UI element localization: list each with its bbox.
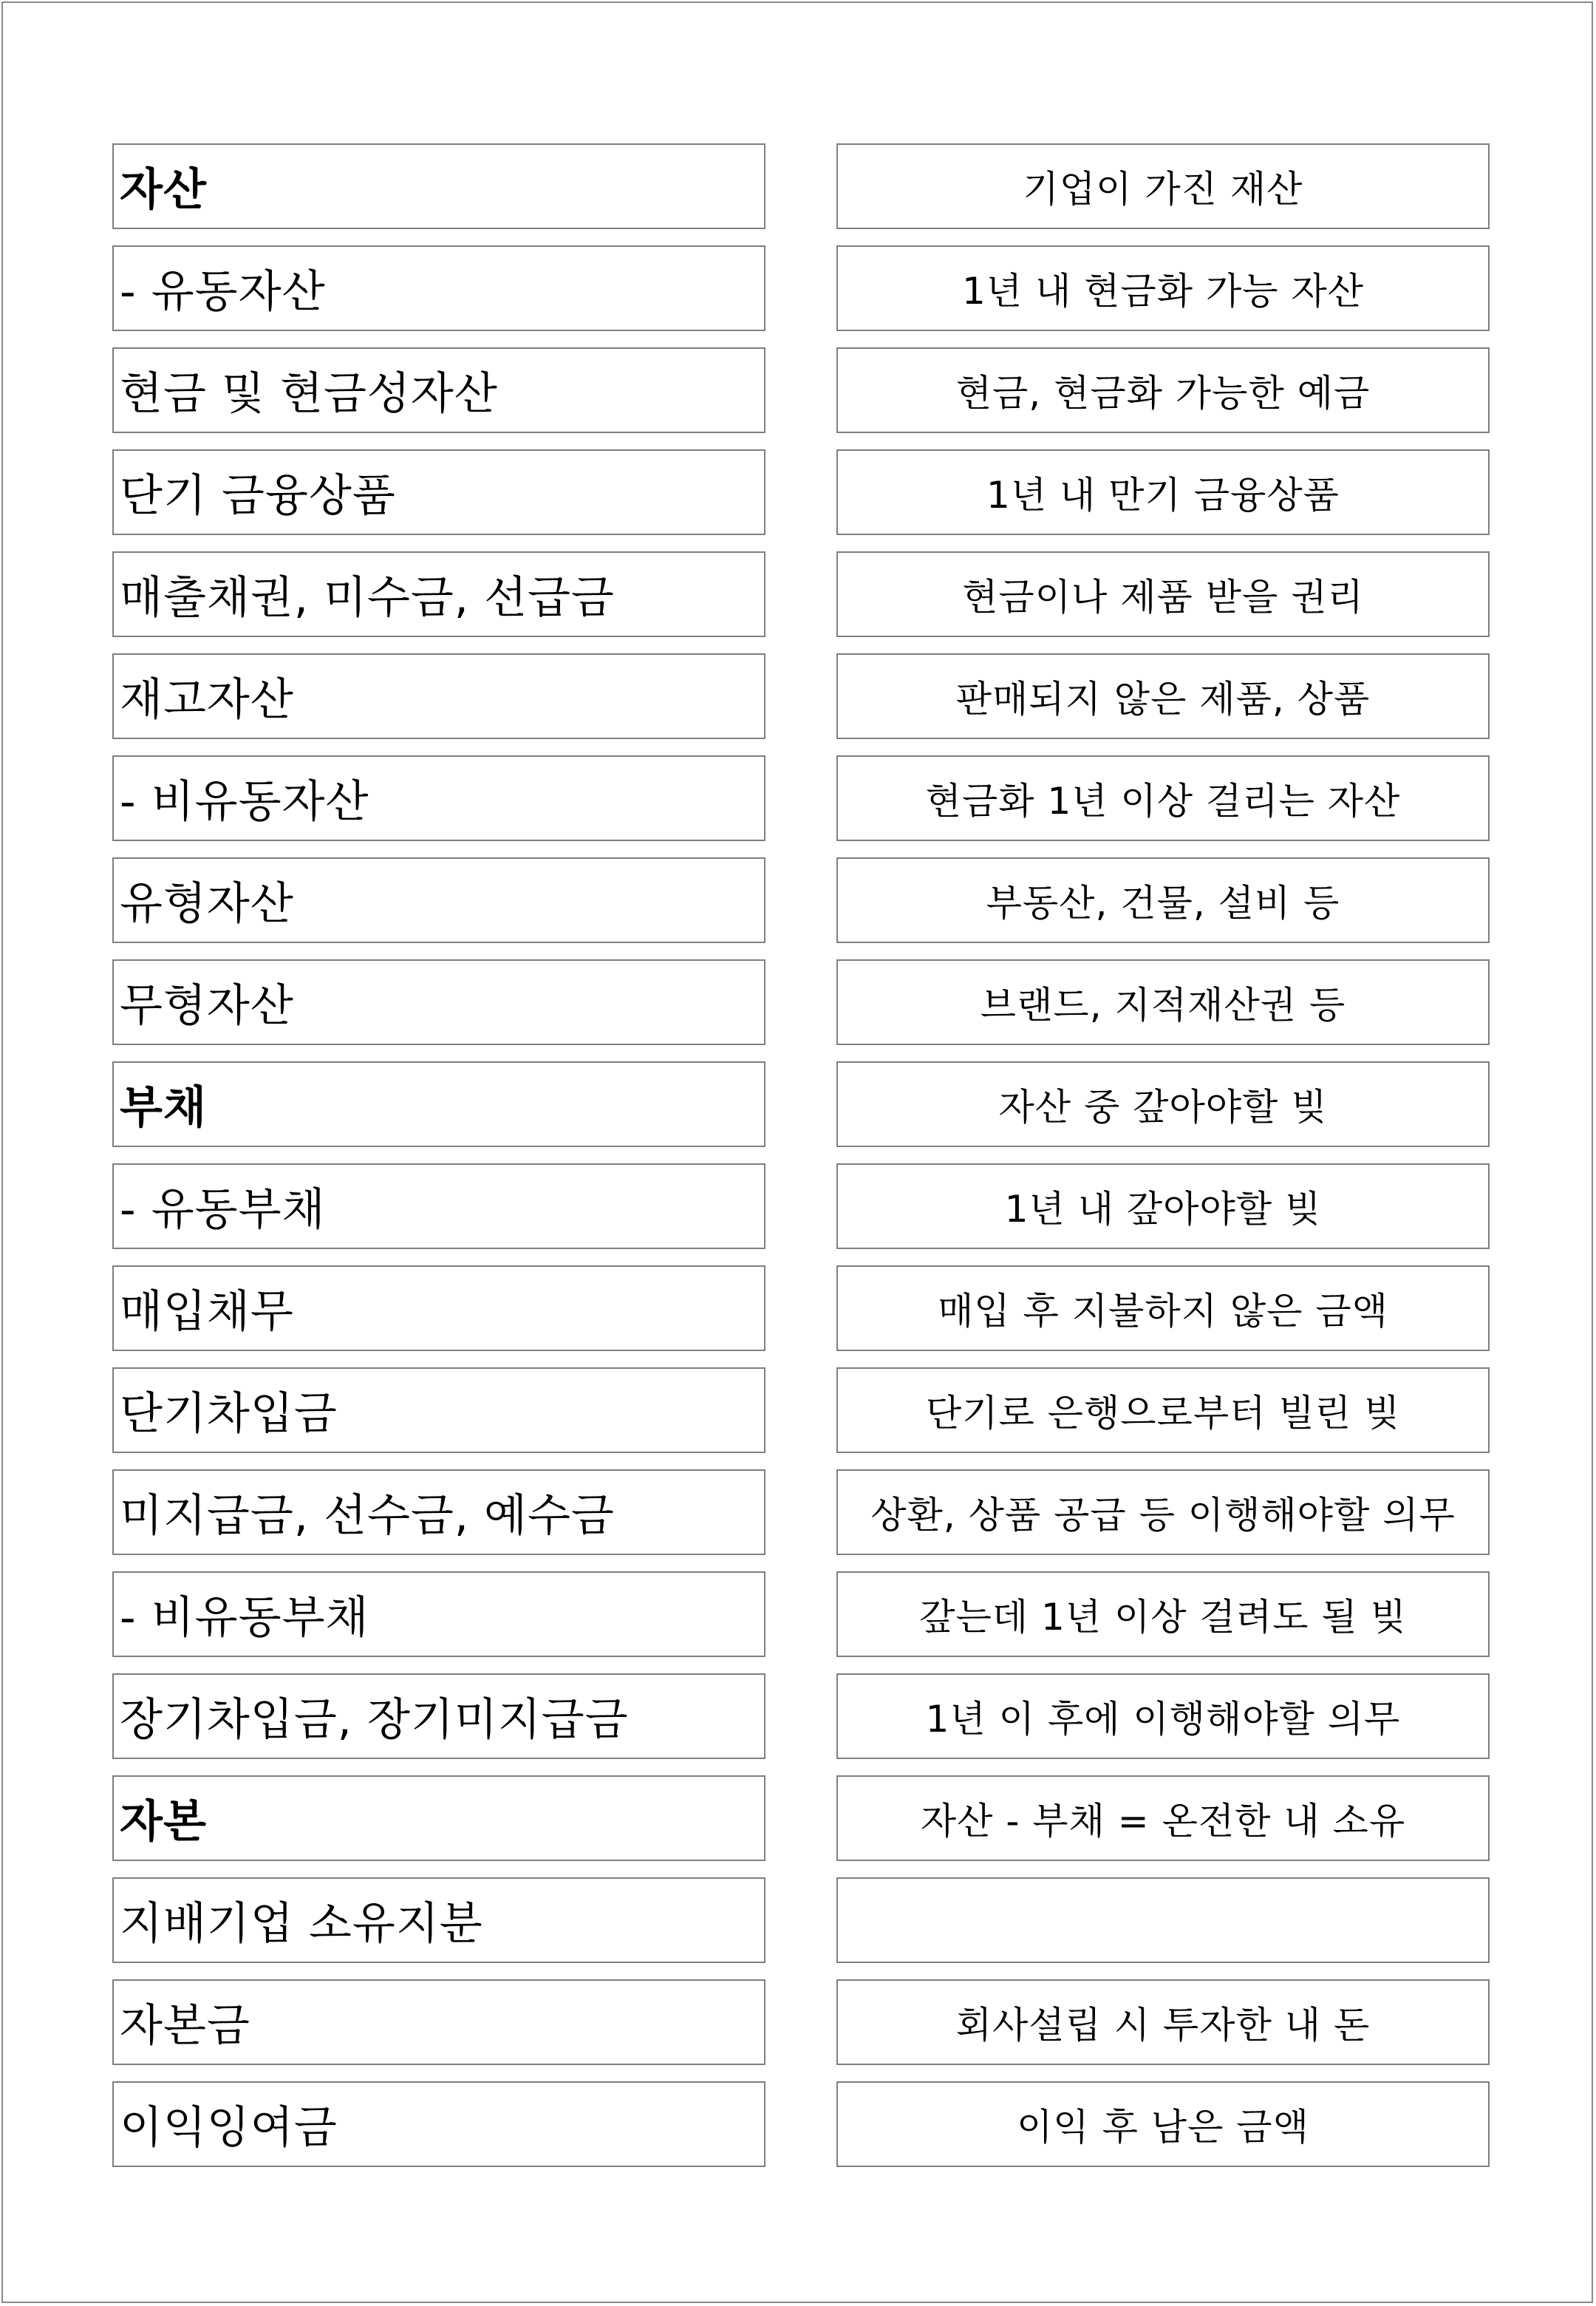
term-row: [112, 1673, 1490, 1759]
description-cell: 매입 후 지불하지 않은 금액: [836, 1265, 1490, 1351]
term-row: [112, 1469, 1490, 1555]
description-cell: 상환, 상품 공급 등 이행해야할 의무: [836, 1469, 1490, 1555]
term-row: [112, 347, 1490, 433]
term-cell: 단기 금융상품: [112, 449, 765, 535]
term-cell: 매출채권, 미수금, 선급금: [112, 551, 765, 637]
term-cell: 미지급금, 선수금, 예수금: [112, 1469, 765, 1555]
term-row: [112, 1061, 1490, 1147]
term-cell: 현금 및 현금성자산: [112, 347, 765, 433]
description-cell: 1년 내 만기 금융상품: [836, 449, 1490, 535]
document-page: [1, 1, 1593, 2303]
description-cell: 자산 중 갚아야할 빚: [836, 1061, 1490, 1147]
description-cell: 1년 이 후에 이행해야할 의무: [836, 1673, 1490, 1759]
description-cell: 1년 내 현금화 가능 자산: [836, 245, 1490, 331]
term-cell: 단기차입금: [112, 1367, 765, 1453]
term-cell: 장기차입금, 장기미지급금: [112, 1673, 765, 1759]
term-row: [112, 1265, 1490, 1351]
term-cell: 부채: [112, 1061, 765, 1147]
term-row: [112, 1163, 1490, 1249]
term-cell: - 유동부채: [112, 1163, 765, 1249]
description-cell: 판매되지 않은 제품, 상품: [836, 653, 1490, 739]
term-row: [112, 1571, 1490, 1657]
description-cell: 브랜드, 지적재산권 등: [836, 959, 1490, 1045]
term-row: [112, 551, 1490, 637]
description-cell: 현금화 1년 이상 걸리는 자산: [836, 755, 1490, 841]
term-row: [112, 857, 1490, 943]
term-cell: - 유동자산: [112, 245, 765, 331]
term-row: [112, 755, 1490, 841]
term-row: [112, 1775, 1490, 1861]
description-cell: 현금이나 제품 받을 권리: [836, 551, 1490, 637]
term-cell: - 비유동부채: [112, 1571, 765, 1657]
term-row: [112, 653, 1490, 739]
term-row: [112, 1877, 1490, 1963]
term-cell: 자본금: [112, 1979, 765, 2065]
term-cell: 자본: [112, 1775, 765, 1861]
description-cell: 부동산, 건물, 설비 등: [836, 857, 1490, 943]
term-table: [112, 143, 1490, 2183]
description-cell: 1년 내 갚아야할 빚: [836, 1163, 1490, 1249]
term-cell: 재고자산: [112, 653, 765, 739]
description-cell: 자산 - 부채 = 온전한 내 소유: [836, 1775, 1490, 1861]
term-cell: 유형자산: [112, 857, 765, 943]
description-cell: 현금, 현금화 가능한 예금: [836, 347, 1490, 433]
term-row: [112, 2081, 1490, 2167]
term-row: [112, 1979, 1490, 2065]
term-cell: 지배기업 소유지분: [112, 1877, 765, 1963]
description-cell: 기업이 가진 재산: [836, 143, 1490, 229]
description-cell: [836, 1877, 1490, 1963]
description-cell: 갚는데 1년 이상 걸려도 될 빚: [836, 1571, 1490, 1657]
term-row: [112, 143, 1490, 229]
term-cell: 이익잉여금: [112, 2081, 765, 2167]
term-row: [112, 1367, 1490, 1453]
description-cell: 이익 후 남은 금액: [836, 2081, 1490, 2167]
description-cell: 회사설립 시 투자한 내 돈: [836, 1979, 1490, 2065]
term-row: [112, 449, 1490, 535]
term-row: [112, 245, 1490, 331]
term-cell: 무형자산: [112, 959, 765, 1045]
term-cell: 매입채무: [112, 1265, 765, 1351]
term-cell: - 비유동자산: [112, 755, 765, 841]
term-cell: 자산: [112, 143, 765, 229]
term-row: [112, 959, 1490, 1045]
description-cell: 단기로 은행으로부터 빌린 빚: [836, 1367, 1490, 1453]
